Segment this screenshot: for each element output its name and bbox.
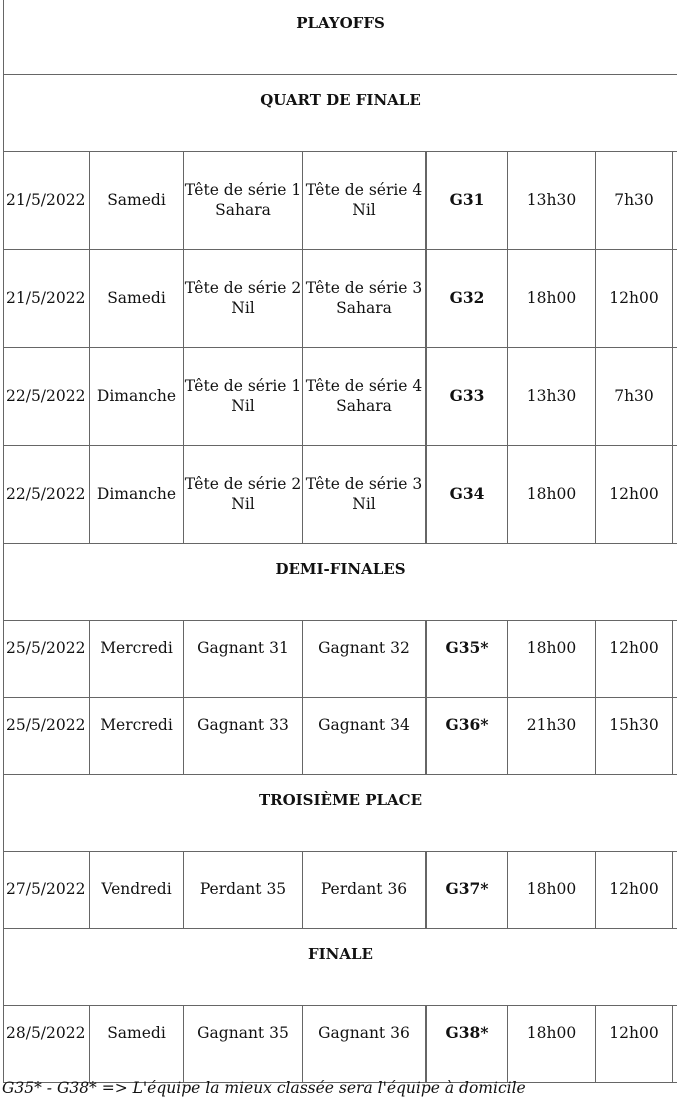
game-cell: G33: [425, 348, 507, 445]
game-cell: G32: [425, 250, 507, 347]
section-header: DEMI-FINALES: [3, 543, 677, 620]
extra-column-cell: [672, 852, 677, 928]
team2-cell: Tête de série 3 Sahara: [302, 250, 425, 347]
team2-cell: Tête de série 4 Nil: [302, 152, 425, 249]
table-row: [3, 347, 677, 445]
local-time-cell: 18h00: [507, 446, 595, 543]
footnote: G35* - G38* => L'équipe la mieux classée sera l'équipe à domicile: [2, 1079, 526, 1097]
team1-cell: Tête de série 2 Nil: [183, 250, 302, 347]
team2-cell: Tête de série 4 Sahara: [302, 348, 425, 445]
gmt-time-cell: 12h00: [595, 852, 672, 928]
team2-cell: Tête de série 3 Nil: [302, 446, 425, 543]
date-cell: 27/5/2022: [3, 852, 89, 928]
game-cell: G31: [425, 152, 507, 249]
date-cell: 21/5/2022: [3, 152, 89, 249]
day-cell: Samedi: [89, 152, 183, 249]
day-cell: Dimanche: [89, 446, 183, 543]
team1-cell: Perdant 35: [183, 852, 302, 928]
team2-cell: Perdant 36: [302, 852, 425, 928]
team1-cell: Tête de série 1 Nil: [183, 348, 302, 445]
team1-cell: Tête de série 1 Sahara: [183, 152, 302, 249]
extra-column-cell: [672, 250, 677, 347]
section-header: QUART DE FINALE: [3, 74, 677, 151]
game-cell: G36*: [425, 698, 507, 774]
local-time-cell: 18h00: [507, 250, 595, 347]
section-header: TROISIÈME PLACE: [3, 774, 677, 851]
team1-cell: Gagnant 31: [183, 621, 302, 697]
game-cell: G35*: [425, 621, 507, 697]
table-row: [3, 445, 677, 543]
extra-column-cell: [672, 446, 677, 543]
date-cell: 21/5/2022: [3, 250, 89, 347]
local-time-cell: 13h30: [507, 152, 595, 249]
team1-cell: Tête de série 2 Nil: [183, 446, 302, 543]
date-cell: 28/5/2022: [3, 1006, 89, 1082]
extra-column-cell: [672, 152, 677, 249]
team2-cell: Gagnant 36: [302, 1006, 425, 1082]
day-cell: Dimanche: [89, 348, 183, 445]
game-cell: G38*: [425, 1006, 507, 1082]
team2-cell: Gagnant 34: [302, 698, 425, 774]
gmt-time-cell: 12h00: [595, 446, 672, 543]
team2-cell: Gagnant 32: [302, 621, 425, 697]
date-cell: 25/5/2022: [3, 698, 89, 774]
sections-container: [3, 74, 677, 1082]
game-cell: G34: [425, 446, 507, 543]
local-time-cell: 18h00: [507, 621, 595, 697]
extra-column-cell: [672, 621, 677, 697]
section-header: FINALE: [3, 928, 677, 1005]
table-row: [3, 697, 677, 774]
extra-column-cell: [672, 1006, 677, 1082]
gmt-time-cell: 12h00: [595, 250, 672, 347]
table-row: [3, 249, 677, 347]
extra-column-cell: [672, 348, 677, 445]
local-time-cell: 18h00: [507, 1006, 595, 1082]
day-cell: Mercredi: [89, 698, 183, 774]
local-time-cell: 13h30: [507, 348, 595, 445]
date-cell: 22/5/2022: [3, 446, 89, 543]
day-cell: Vendredi: [89, 852, 183, 928]
game-cell: G37*: [425, 852, 507, 928]
playoff-schedule-table: [3, 0, 677, 1083]
day-cell: Samedi: [89, 250, 183, 347]
local-time-cell: 18h00: [507, 852, 595, 928]
local-time-cell: 21h30: [507, 698, 595, 774]
table-row: [3, 851, 677, 928]
table-title: PLAYOFFS: [3, 0, 677, 74]
date-cell: 22/5/2022: [3, 348, 89, 445]
extra-column-cell: [672, 698, 677, 774]
gmt-time-cell: 12h00: [595, 1006, 672, 1082]
day-cell: Samedi: [89, 1006, 183, 1082]
gmt-time-cell: 7h30: [595, 152, 672, 249]
table-row: [3, 1005, 677, 1082]
gmt-time-cell: 15h30: [595, 698, 672, 774]
team1-cell: Gagnant 33: [183, 698, 302, 774]
day-cell: Mercredi: [89, 621, 183, 697]
team1-cell: Gagnant 35: [183, 1006, 302, 1082]
table-row: [3, 151, 677, 249]
gmt-time-cell: 7h30: [595, 348, 672, 445]
gmt-time-cell: 12h00: [595, 621, 672, 697]
date-cell: 25/5/2022: [3, 621, 89, 697]
table-row: [3, 620, 677, 697]
